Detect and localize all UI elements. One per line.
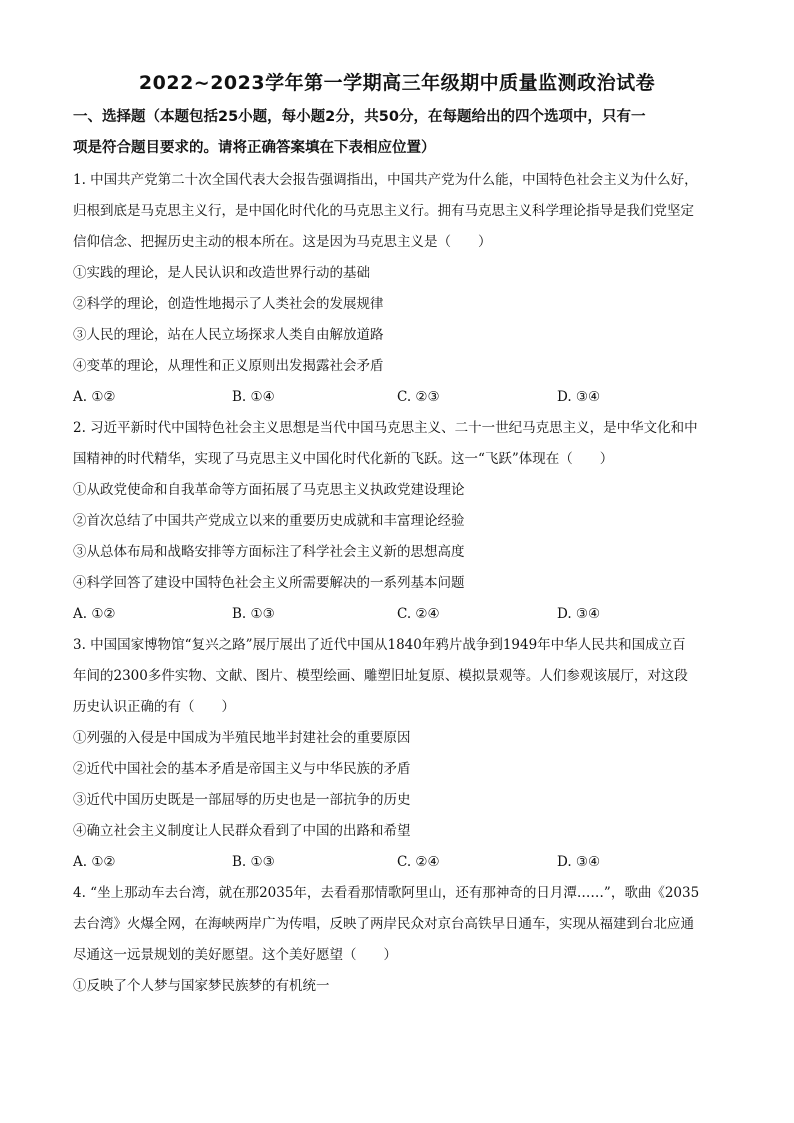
- question-2-stem-line: 2. 习近平新时代中国特色社会主义思想是当代中国马克思主义、二十一世纪马克思主义，是中华文化和中: [73, 420, 698, 436]
- question-4-stem-line: 尽通这一远景规划的美好愿望。这个美好愿望（ ）: [73, 947, 397, 963]
- page-title: 2022~2023学年第一学期高三年级期中质量监测政治试卷: [138, 72, 656, 94]
- question-3-option-a: A. ①②: [73, 854, 116, 870]
- question-3-statement: ④确立社会主义制度让人民群众看到了中国的出路和希望: [73, 823, 411, 839]
- question-3-stem-line: 3. 中国国家博物馆“复兴之路”展厅展出了近代中国从1840年鸦片战争到1949年中华人民共和国成立百: [73, 637, 686, 653]
- question-1-statement: ②科学的理论，创造性地揭示了人类社会的发展规律: [73, 296, 384, 312]
- question-1-option-a: A. ①②: [73, 389, 116, 405]
- question-1-option-b: B. ①④: [232, 389, 275, 405]
- question-1-statement: ①实践的理论，是人民认识和改造世界行动的基础: [73, 265, 370, 281]
- question-2-stem-line: 国精神的时代精华，实现了马克思主义中国化时代化新的飞跃。这一“飞跃”体现在（ ）: [73, 451, 614, 467]
- question-1-option-c: C. ②③: [397, 389, 440, 405]
- question-3-statement: ②近代中国社会的基本矛盾是帝国主义与中华民族的矛盾: [73, 761, 411, 777]
- question-3-statement: ①列强的入侵是中国成为半殖民地半封建社会的重要原因: [73, 730, 411, 746]
- question-1-statement: ③人民的理论，站在人民立场探求人类自由解放道路: [73, 327, 384, 343]
- question-3-option-d: D. ③④: [557, 854, 601, 870]
- question-1-option-d: D. ③④: [557, 389, 601, 405]
- question-2-statement: ③从总体布局和战略安排等方面标注了科学社会主义新的思想高度: [73, 544, 465, 560]
- section-heading-line-1: 一、选择题（本题包括25小题，每小题2分，共50分，在每题给出的四个选项中，只有一: [73, 109, 646, 125]
- question-3-stem-line: 年间的2300多件实物、文献、图片、模型绘画、雕塑旧址复原、模拟景观等。人们参观该展厅，对这段: [73, 668, 688, 684]
- question-2-option-c: C. ②④: [397, 606, 440, 622]
- question-3-statement: ③近代中国历史既是一部屈辱的历史也是一部抗争的历史: [73, 792, 411, 808]
- question-4-stem-line: 4. “坐上那动车去台湾，就在那2035年，去看看那情歌阿里山，还有那神奇的日月潭……”，歌曲《2035: [73, 885, 700, 901]
- question-2-option-d: D. ③④: [557, 606, 601, 622]
- question-1-stem-line: 1. 中国共产党第二十次全国代表大会报告强调指出，中国共产党为什么能，中国特色社会主义为什么好，: [73, 172, 698, 188]
- question-2-option-a: A. ①②: [73, 606, 116, 622]
- question-4-stem-line: 去台湾》火爆全网，在海峡两岸广为传唱，反映了两岸民众对京台高铁早日通车，实现从福建到台北应通: [73, 916, 694, 932]
- question-2-option-b: B. ①③: [232, 606, 275, 622]
- question-2-statement: ①从政党使命和自我革命等方面拓展了马克思主义执政党建设理论: [73, 482, 465, 498]
- question-2-statement: ②首次总结了中国共产党成立以来的重要历史成就和丰富理论经验: [73, 513, 465, 529]
- question-4-statement: ①反映了个人梦与国家梦民族梦的有机统一: [73, 978, 330, 994]
- question-1-stem-line: 信仰信念、把握历史主动的根本所在。这是因为马克思主义是（ ）: [73, 234, 492, 250]
- question-3-stem-line: 历史认识正确的有（ ）: [73, 699, 235, 715]
- question-1-statement: ④变革的理论，从理性和正义原则出发揭露社会矛盾: [73, 358, 384, 374]
- section-heading-line-2: 项是符合题目要求的。请将正确答案填在下表相应位置）: [73, 140, 436, 156]
- question-3-option-c: C. ②④: [397, 854, 440, 870]
- question-1-stem-line: 归根到底是马克思主义行，是中国化时代化的马克思主义行。拥有马克思主义科学理论指导是我们党坚定: [73, 203, 694, 219]
- question-3-option-b: B. ①③: [232, 854, 275, 870]
- question-2-statement: ④科学回答了建设中国特色社会主义所需要解决的一系列基本问题: [73, 575, 465, 591]
